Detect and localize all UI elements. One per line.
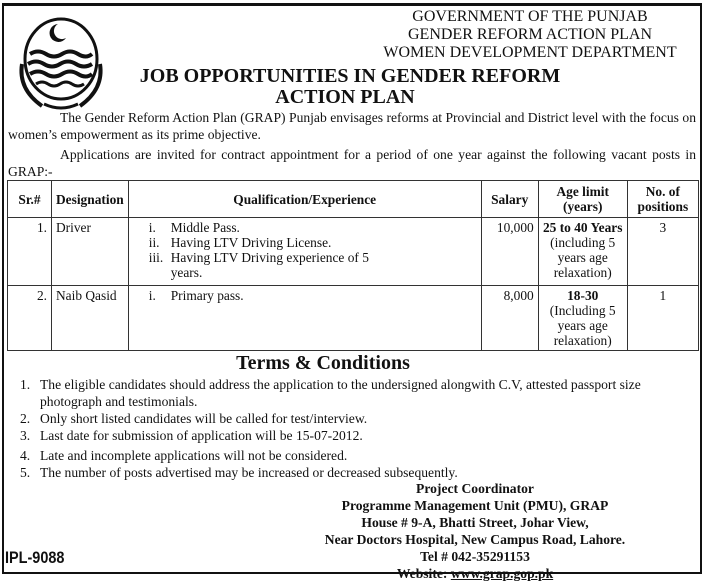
terms-text: Late and incomplete applications will not be considered. [40,448,348,463]
terms-text: The eligible candidates should address the application to the undersigned alongwith C.V, attested passport size photograph and testimonials. [40,377,641,409]
terms-item [20,376,680,410]
age-range: 18-30 [567,288,599,303]
signature-title: Project Coordinator [416,481,534,496]
table-row [8,286,699,351]
signature-address-2: Near Doctors Hospital, New Campus Road, Lahore. [324,532,626,547]
header-line-program: GENDER REFORM ACTION PLAN [407,26,652,43]
qual-text: Having LTV Driving License. [170,235,332,250]
terms-number: 2. [20,411,31,426]
qual-number: i. [148,288,156,303]
terms-item [20,410,680,427]
row-sr: 1. [8,218,52,286]
header-line-department: WOMEN DEVELOPMENT DEPARTMENT [383,44,677,61]
terms-number: 4. [20,448,31,463]
applications-paragraph: Applications are invited for contract appointment for a period of one year against the following vacant posts in GRAP:- [8,147,696,179]
qual-text: Having LTV Driving experience of 5 years. [170,250,369,280]
page-title-line2: ACTION PLAN [275,86,415,108]
row-age-limit [538,218,627,286]
intro-paragraph: The Gender Reform Action Plan (GRAP) Punjab envisages reforms at Provincial and District level with the focus on women’s empowerment as its prime objective. [8,110,696,142]
terms-item [20,427,680,444]
terms-item [20,464,680,481]
terms-number: 3. [20,428,31,443]
header-positions-line2: positions [637,199,689,214]
punjab-emblem-logo [14,14,108,112]
header-positions-line1: No. of [645,184,680,199]
vacancies-table [7,180,699,351]
terms-list [20,376,680,481]
page-title-line1: JOB OPPORTUNITIES IN GENDER REFORM [139,65,561,87]
table-row [8,218,699,286]
header-salary: Salary [481,181,538,218]
signature-address: House # 9-A, Bhatti Street, Johar View, [361,515,589,530]
header-designation: Designation [52,181,129,218]
row-sr: 2. [8,286,52,351]
row-designation: Driver [52,218,129,286]
terms-item [20,447,680,464]
terms-text: Only short listed candidates will be called for test/interview. [40,411,368,426]
header-age-line2: (years) [563,199,603,214]
header-qualification: Qualification/Experience [128,181,481,218]
age-note: (including 5 years age relaxation) [550,235,616,280]
table-header-row [8,181,699,218]
terms-text: The number of posts advertised may be increased or decreased subsequently. [40,465,458,480]
row-designation: Naib Qasid [52,286,129,351]
website-label: Website: [396,566,448,581]
row-salary: 10,000 [481,218,538,286]
qual-number: i. [148,220,156,235]
terms-number: 5. [20,465,31,480]
row-salary: 8,000 [481,286,538,351]
header-age-line1: Age limit [556,184,609,199]
row-positions: 1 [627,286,698,351]
qual-text: Primary pass. [170,288,244,303]
row-age-limit [538,286,627,351]
qual-number: iii. [148,250,164,265]
row-qualifications [128,218,481,286]
age-range: 25 to 40 Years [542,220,623,235]
signature-phone: Tel # 042-35291153 [420,549,530,564]
header-positions [627,181,698,218]
signature-unit: Programme Management Unit (PMU), GRAP [341,498,609,513]
row-positions: 3 [627,218,698,286]
qual-text: Middle Pass. [170,220,240,235]
website-link[interactable]: www.grap.gop.pk [450,566,554,581]
qual-number: ii. [148,235,160,250]
terms-heading: Terms & Conditions [236,352,410,374]
terms-number: 1. [20,377,31,392]
header-sr: Sr.# [8,181,52,218]
terms-text: Last date for submission of application will be 15-07-2012. [40,428,363,443]
age-note: (Including 5 years age relaxation) [549,303,616,348]
ad-reference-code: IPL-9088 [5,548,65,567]
header-age-limit [538,181,627,218]
row-qualifications [128,286,481,351]
signature-block [250,480,700,582]
header-line-government: GOVERNMENT OF THE PUNJAB [412,8,648,25]
